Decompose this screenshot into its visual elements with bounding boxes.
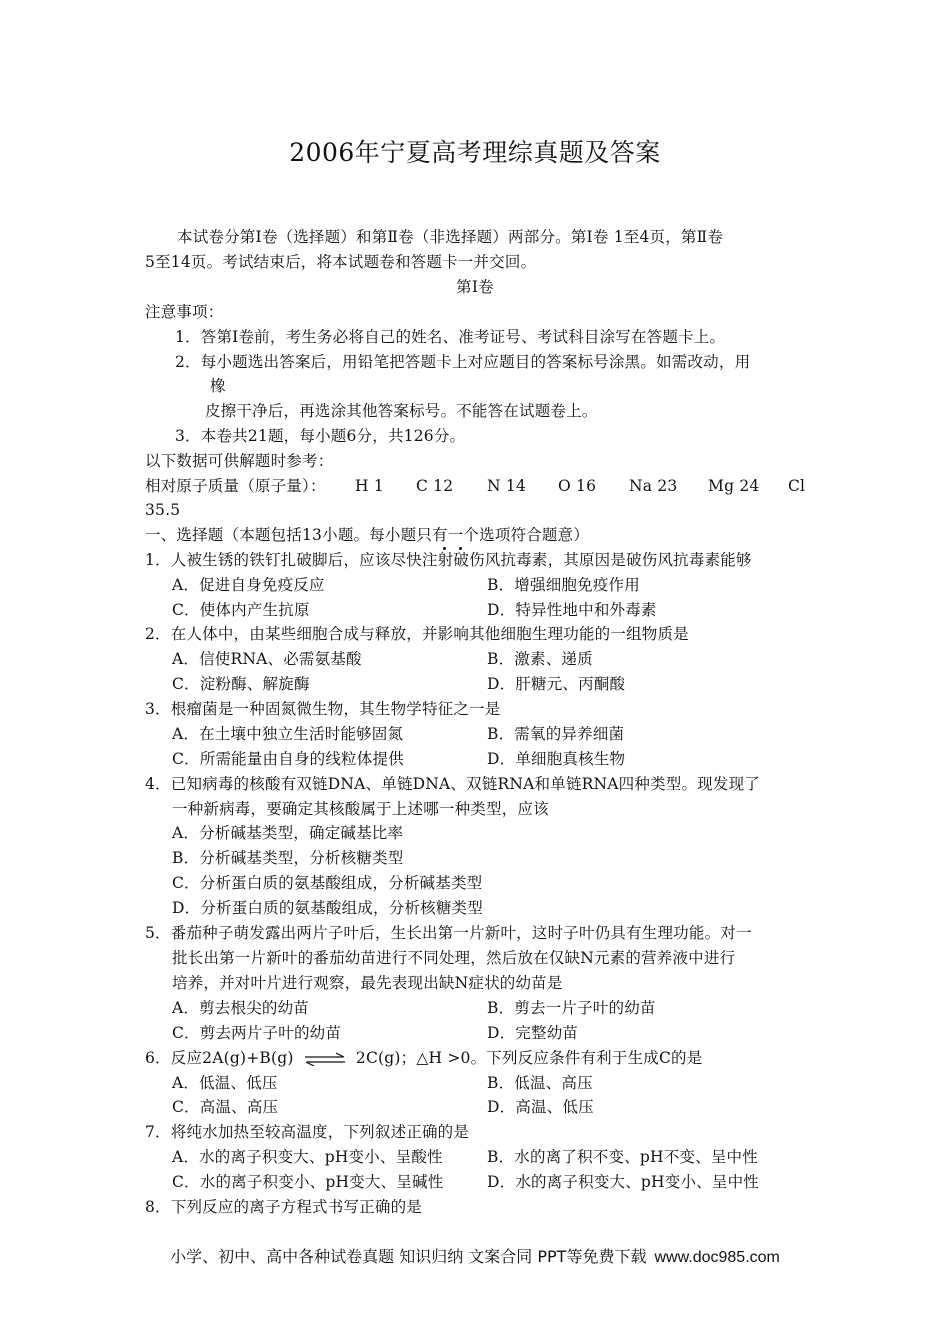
question-2-stem: 2．在人体中，由某些细胞合成与释放，并影响其他细胞生理功能的一组物质是 — [145, 625, 689, 643]
question-3-option-b: B．需氧的异养细菌 — [487, 725, 625, 743]
question-5-option-a: A．剪去根尖的幼苗 — [172, 999, 309, 1017]
question-4-stem-line-2: 一种新病毒，要确定其核酸属于上述哪一种类型，应该 — [172, 800, 549, 818]
question-1-option-a: A．促进自身免疫反应 — [172, 576, 325, 594]
atom-cl: Cl — [788, 477, 806, 495]
question-7-option-c: C．水的离子积变小、pH变大、呈碱性 — [172, 1173, 444, 1191]
atom-h: H 1 — [355, 477, 384, 495]
question-6-option-c: C．高温、高压 — [172, 1098, 279, 1116]
question-6-option-d: D．高温、低压 — [487, 1098, 594, 1116]
question-3-option-c: C．所需能量由自身的线粒体提供 — [172, 750, 404, 768]
equilibrium-arrow-icon — [303, 1052, 347, 1066]
question-5-stem-line-1: 5．番茄种子萌发露出两片子叶后，生长出第一片新叶，这时子叶仍具有生理功能。对一 — [145, 924, 752, 942]
atom-mg: Mg 24 — [708, 477, 760, 495]
question-7-option-b: B．水的离了积不变、pH不变、呈中性 — [487, 1148, 758, 1166]
atom-cl-value: 35.5 — [145, 501, 181, 519]
question-5-stem-line-3: 培养，并对叶片进行观察，最先表现出缺N症状的幼苗是 — [172, 974, 563, 992]
question-7-option-d: D．水的离子积变大、pH变小、呈中性 — [487, 1173, 759, 1191]
question-5-option-c: C．剪去两片子叶的幼苗 — [172, 1024, 342, 1042]
question-2-option-c: C．淀粉酶、解旋酶 — [172, 675, 310, 693]
page-footer — [0, 1244, 950, 1267]
reference-intro: 以下数据可供解题时参考： — [145, 452, 334, 470]
question-6-stem-right: 2C(g)；△H >0。下列反应条件有利于生成C的是 — [355, 1049, 703, 1067]
question-1-stem: 1．人被生锈的铁钉扎破脚后，应该尽快注射破伤风抗毒素，其原因是破伤风抗毒素能够 — [145, 551, 752, 569]
question-1-option-d: D．特异性地中和外毒素 — [487, 601, 657, 619]
part-1-heading: 一、选择题（本题包括13小题。每小题只有一个选项符合题意） — [145, 526, 590, 544]
note-2-line-3: 皮擦干净后，再选涂其他答案标号。不能答在试题卷上。 — [205, 402, 598, 420]
question-2-option-a: A．信使RNA、必需氨基酸 — [172, 650, 362, 668]
question-3-option-d: D．单细胞真核生物 — [487, 750, 626, 768]
question-6-stem — [145, 1048, 702, 1068]
question-7-stem: 7．将纯水加热至较高温度，下列叙述正确的是 — [145, 1123, 470, 1141]
question-4-option-d: D．分析蛋白质的氨基酸组成，分析核糖类型 — [172, 899, 483, 917]
question-2-option-b: B．激素、递质 — [487, 650, 593, 668]
note-3: 3．本卷共21题，每小题6分，共126分。 — [175, 427, 466, 445]
notes-heading: 注意事项： — [145, 303, 224, 321]
intro-line-1: 本试卷分第Ⅰ卷（选择题）和第Ⅱ卷（非选择题）两部分。第Ⅰ卷 1至4页，第Ⅱ卷 — [177, 228, 724, 246]
question-8-stem: 8．下列反应的离子方程式书写正确的是 — [145, 1198, 422, 1216]
note-2-line-1: 2．每小题选出答案后，用铅笔把答题卡上对应题目的答案标号涂黑。如需改动，用 — [175, 353, 751, 371]
question-3-stem: 3．根瘤菌是一种固氮微生物，其生物学特征之一是 — [145, 700, 501, 718]
question-1-option-b: B．增强细胞免疫作用 — [487, 576, 640, 594]
atom-n: N 14 — [487, 477, 527, 495]
footer-text: 小学、初中、高中各种试卷真题 知识归纳 文案合同 PPT等免费下载 — [170, 1247, 647, 1266]
question-5-option-d: D．完整幼苗 — [487, 1024, 579, 1042]
section-heading: 第Ⅰ卷 — [456, 278, 494, 296]
question-6-option-a: A．低温、低压 — [172, 1074, 278, 1092]
atomic-mass-line — [145, 476, 326, 496]
question-5-option-b: B．剪去一片子叶的幼苗 — [487, 999, 656, 1017]
question-4-option-c: C．分析蛋白质的氨基酸组成，分析碱基类型 — [172, 874, 483, 892]
atomic-mass-label: 相对原子质量（原子量）： — [145, 477, 326, 495]
question-7-option-a: A．水的离子积变大、pH变小、呈酸性 — [172, 1148, 443, 1166]
question-4-option-b: B．分析碱基类型，分析核糖类型 — [172, 849, 404, 867]
atom-c: C 12 — [416, 477, 454, 495]
question-3-option-a: A．在土壤中独立生活时能够固氮 — [172, 725, 404, 743]
note-2-line-2: 橡 — [210, 377, 226, 395]
question-2-option-d: D．肝糖元、丙酮酸 — [487, 675, 626, 693]
page-title: 2006年宁夏高考理综真题及答案 — [289, 138, 661, 167]
intro-line-2: 5至14页。考试结束后，将本试题卷和答题卡一并交回。 — [145, 253, 537, 271]
question-6-option-b: B．低温、高压 — [487, 1074, 593, 1092]
question-1-option-c: C．使体内产生抗原 — [172, 601, 310, 619]
question-6-stem-left: 6．反应2A(g)+B(g) — [145, 1049, 294, 1067]
atom-na: Na 23 — [629, 477, 678, 495]
question-4-stem-line-1: 4．已知病毒的核酸有双链DNA、单链DNA、双链RNA和单链RNA四种类型。现发现了 — [145, 775, 760, 793]
question-4-option-a: A．分析碱基类型，确定碱基比率 — [172, 824, 404, 842]
note-1: 1．答第Ⅰ卷前，考生务必将自己的姓名、准考证号、考试科目涂写在答题卡上。 — [175, 328, 726, 346]
footer-link[interactable]: www.doc985.com — [654, 1249, 780, 1266]
atom-o: O 16 — [558, 477, 597, 495]
question-5-stem-line-2: 批长出第一片新叶的番茄幼苗进行不同处理，然后放在仅缺N元素的营养液中进行 — [172, 949, 736, 967]
